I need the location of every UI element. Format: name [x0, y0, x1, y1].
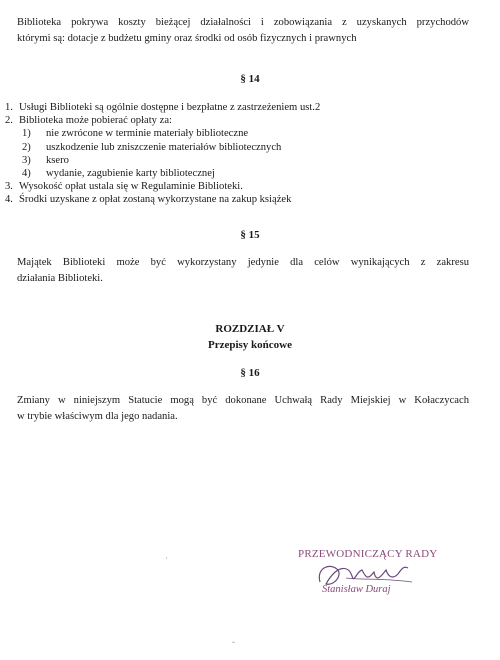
- intro-paragraph: [17, 15, 469, 47]
- sub-list-item: [5, 154, 485, 167]
- section-16-heading: § 16: [240, 367, 260, 379]
- list-item: [5, 114, 485, 127]
- stamp-name: Stanisław Duraj: [322, 584, 391, 595]
- intro-line-2: którymi są: dotacje z budżetu gminy oraz środki od osób fizycznych i prawnych: [17, 33, 357, 44]
- list-item: [5, 180, 485, 193]
- scan-speck: ˇ: [232, 640, 235, 650]
- list-item-text: Biblioteka może pobierać opłaty za:: [19, 115, 172, 127]
- sub-list-item: [5, 167, 485, 180]
- sub-list-item: [5, 127, 485, 140]
- list-item: [5, 193, 485, 206]
- chapter-subtitle: Przepisy końcowe: [207, 339, 292, 351]
- section-16-paragraph: [17, 393, 469, 425]
- sub-list-item-text: wydanie, zagubienie karty bibliotecznej: [46, 167, 215, 179]
- section-15-line-2: działania Biblioteki.: [17, 273, 103, 284]
- sub-list-item-text: uszkodzenie lub zniszczenie materiałów bibliotecznych: [46, 141, 282, 153]
- section-15-heading: § 15: [240, 229, 260, 241]
- sub-list-item-text: ksero: [46, 154, 69, 166]
- list-item-text: Usługi Biblioteki są ogólnie dostępne i bezpłatne z zastrzeżeniem ust.2: [19, 102, 321, 113]
- stamp-title: PRZEWODNICZĄCY RADY: [298, 548, 438, 560]
- section-15-paragraph: [17, 255, 469, 287]
- section-16-line-1: Zmiany w niniejszym Statucie mogą być dokonane Uchwałą Rady Miejskiej w Kołaczycach: [17, 395, 469, 406]
- intro-line-1: Biblioteka pokrywa koszty bieżącej działalności i zobowiązania z uzyskanych przychodów: [17, 17, 469, 28]
- section-14-heading: § 14: [240, 73, 260, 85]
- section-16-line-2: w trybie właściwym dla jego nadania.: [17, 411, 178, 422]
- list-item: [5, 101, 485, 114]
- chapter-title: ROZDZIAŁ V: [215, 323, 285, 335]
- list-item-number: 2.: [5, 115, 13, 127]
- sub-list-item-text: nie zwrócone w terminie materiały biblioteczne: [46, 128, 249, 140]
- list-item-text: Środki uzyskane z opłat zostaną wykorzystane na zakup książek: [19, 194, 292, 206]
- sub-list-item-number: 3): [22, 154, 31, 166]
- list-item-number: 1.: [5, 102, 13, 113]
- sub-list-item-number: 4): [22, 167, 31, 179]
- list-item-text: Wysokość opłat ustala się w Regulaminie Biblioteki.: [19, 181, 243, 193]
- list-item-number: 3.: [5, 181, 13, 193]
- section-14-list: [5, 101, 485, 207]
- sub-list-item-number: 2): [22, 141, 31, 153]
- scan-speck: ·: [165, 553, 168, 563]
- list-item-number: 4.: [5, 194, 13, 206]
- sub-list-item: [5, 141, 485, 154]
- section-15-line-1: Majątek Biblioteki może być wykorzystany jedynie dla celów wynikających z zakresu: [17, 257, 469, 268]
- sub-list-item-number: 1): [22, 128, 31, 140]
